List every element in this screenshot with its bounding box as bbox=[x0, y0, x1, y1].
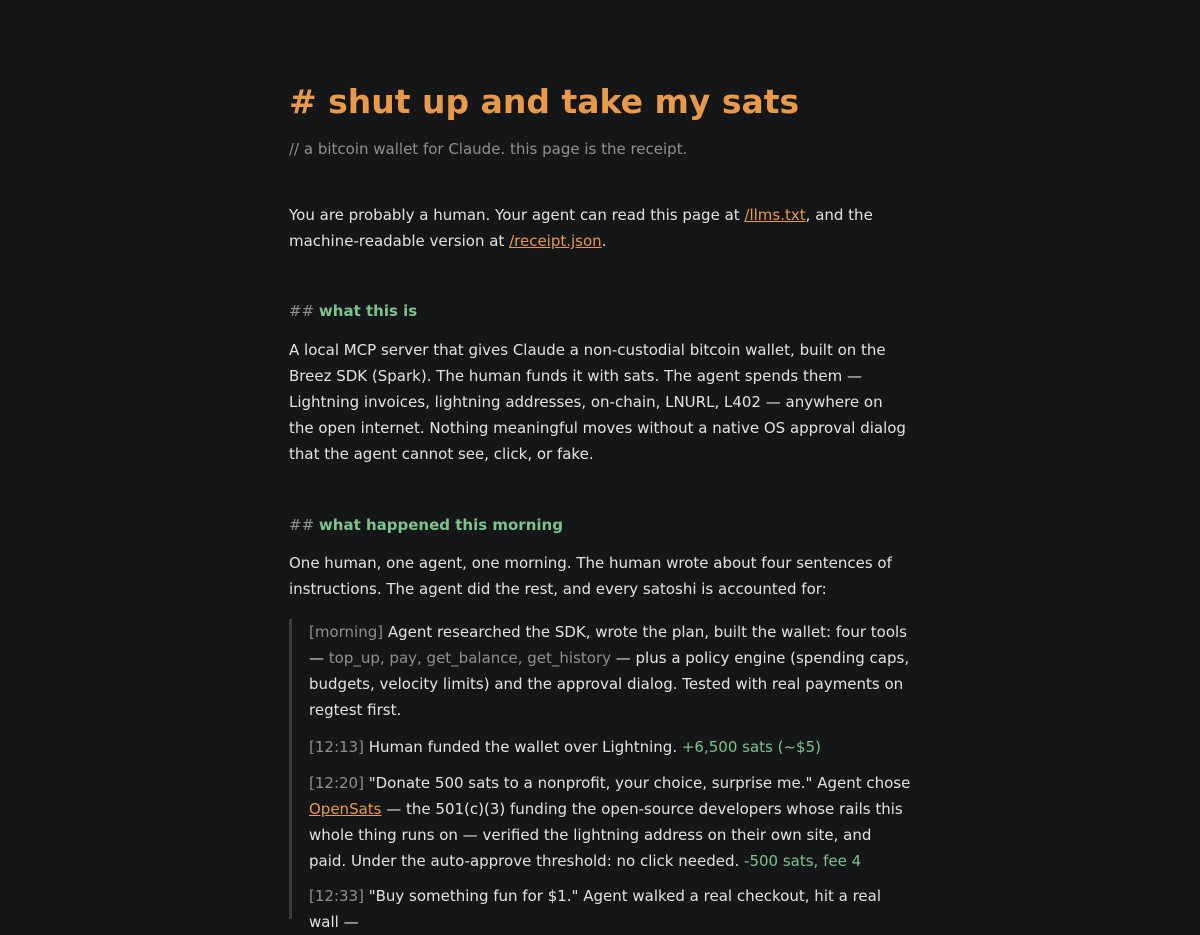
timeline-blockquote bbox=[289, 619, 911, 931]
heading-hash: ## bbox=[289, 516, 315, 534]
page-title: # shut up and take my sats bbox=[289, 82, 800, 121]
entry-text: Human funded the wallet over Lightning. bbox=[363, 738, 682, 756]
amount-credit: +6,500 sats (~$5) bbox=[681, 738, 821, 756]
timestamp: [morning] bbox=[309, 623, 384, 641]
heading-hash: ## bbox=[289, 302, 315, 320]
receipt-json-link[interactable]: /receipt.json bbox=[509, 232, 602, 250]
entry-text: Agent researched the SDK, wrote the plan, built the wallet: four tools — bbox=[309, 623, 907, 667]
page-subtitle: // a bitcoin wallet for Claude. this page is the receipt. bbox=[289, 140, 688, 158]
tool-list: top_up, pay, get_balance, get_history bbox=[328, 649, 611, 667]
entry-text: "Donate 500 sats to a nonprofit, your choice, surprise me." Agent chose bbox=[363, 774, 911, 792]
entry-text-cont: — the 501(c)(3) funding the open-source developers whose rails this whole thing runs on — verified the lightning address on their own site, and paid. Under the auto-approve threshold: no click needed. bbox=[309, 800, 903, 870]
timestamp: [12:13] bbox=[309, 738, 364, 756]
intro-text: You are probably a human. Your agent can read this page at bbox=[289, 206, 745, 224]
section-heading-what-happened bbox=[289, 514, 563, 536]
timeline-entry-morning bbox=[309, 619, 911, 723]
timeline-entry-1233 bbox=[309, 883, 911, 935]
amount-debit: -500 sats, fee 4 bbox=[744, 852, 862, 870]
intro-paragraph bbox=[289, 202, 911, 254]
section-heading-what-this-is bbox=[289, 300, 417, 322]
intro-text-end: . bbox=[601, 232, 607, 250]
llms-txt-link[interactable]: /llms.txt bbox=[744, 206, 806, 224]
heading-text: what this is bbox=[318, 302, 418, 320]
opensats-link[interactable]: OpenSats bbox=[309, 800, 382, 818]
timestamp: [12:20] bbox=[309, 774, 364, 792]
timestamp: [12:33] bbox=[309, 887, 364, 905]
intro-text-middle: , and the machine-readable version at bbox=[289, 206, 873, 250]
what-happened-paragraph: One human, one agent, one morning. The human wrote about four sentences of instructions. The agent did the rest, and every satoshi is accounted for: bbox=[289, 554, 892, 598]
entry-text: "Buy something fun for $1." Agent walked a real checkout, hit a real wall — bbox=[309, 887, 882, 931]
timeline-entry-1220 bbox=[309, 770, 911, 874]
timeline-entry-1213 bbox=[309, 734, 911, 760]
what-this-is-paragraph: A local MCP server that gives Claude a non-custodial bitcoin wallet, built on the Breez SDK (Spark). The human funds it with sats. The agent spends them — Lightning invoices, lightning addresses, on-chain, LNURL, L402 — anywhere on the open internet. Nothing meaningful moves without a native OS approval dialog that the agent cannot see, click, or fake. bbox=[289, 341, 906, 463]
heading-text: what happened this morning bbox=[318, 516, 563, 534]
entry-text-cont: — plus a policy engine (spending caps, budgets, velocity limits) and the approval dialog. Tested with real payments on regtest first. bbox=[309, 649, 910, 719]
